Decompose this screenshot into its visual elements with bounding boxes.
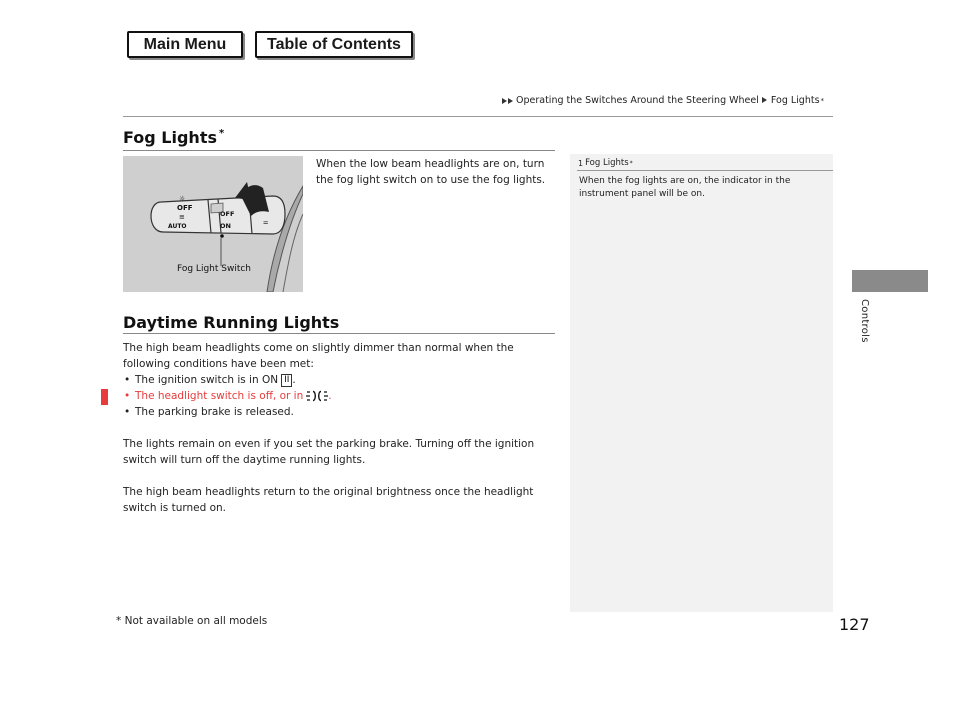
fog-light-switch-figure xyxy=(123,156,303,292)
daytime-running-lights-body xyxy=(123,340,555,532)
svg-text:≡: ≡ xyxy=(179,213,185,221)
list-item: • The headlight switch is off, or in . xyxy=(123,388,555,404)
table-of-contents-button[interactable]: Table of Contents xyxy=(255,31,413,58)
header-divider xyxy=(123,116,833,117)
section-tab[interactable] xyxy=(852,270,928,292)
breadcrumb-current: Fog Lights xyxy=(770,95,820,106)
breadcrumb-arrow-icon xyxy=(502,98,507,104)
svg-text:☼: ☼ xyxy=(179,195,186,203)
switch-label-on: ON xyxy=(220,222,231,230)
fog-lights-description: When the low beam headlights are on, turn the fog light switch on to use the fog lights. xyxy=(316,158,546,186)
fog-lights-heading: Fog Lights * xyxy=(123,128,225,147)
figure-caption: Fog Light Switch xyxy=(177,264,252,274)
drl-paragraph-parking-brake: The lights remain on even if you set the parking brake. Turning off the ignition switch will turn off the daytime running lights. xyxy=(123,438,535,466)
ignition-position-ii-icon: II xyxy=(281,374,292,387)
page-number: 127 xyxy=(839,615,870,634)
switch-label-auto: AUTO xyxy=(168,223,187,230)
svg-text:⚌: ⚌ xyxy=(263,219,269,226)
fog-lights-heading-rule xyxy=(123,150,555,151)
breadcrumb-parent-link[interactable]: Operating the Switches Around the Steering Wheel xyxy=(516,95,759,106)
switch-label-off-outer: OFF xyxy=(177,204,193,212)
parking-lights-icon xyxy=(306,390,328,402)
daytime-running-lights-heading-rule xyxy=(123,333,555,334)
breadcrumb-arrow-icon xyxy=(508,98,513,104)
switch-label-off-inner: OFF xyxy=(220,210,235,218)
drl-paragraph-brightness: The high beam headlights return to the original brightness once the headlight switch is turned on. xyxy=(123,486,534,514)
sidebar-note-panel xyxy=(570,154,833,612)
breadcrumb xyxy=(502,95,824,106)
reference-number: 1 xyxy=(578,158,584,168)
list-item: • The parking brake is released. xyxy=(123,404,555,420)
breadcrumb-separator-icon xyxy=(762,95,768,106)
daytime-running-lights-heading: Daytime Running Lights xyxy=(123,313,340,332)
breadcrumb-star: * xyxy=(820,96,825,105)
section-tab-label: Controls xyxy=(859,299,870,343)
drl-conditions-list xyxy=(123,372,555,420)
drl-intro: The high beam headlights come on slightly dimmer than normal when the following conditions have been met: xyxy=(123,342,514,370)
main-menu-button[interactable]: Main Menu xyxy=(127,31,243,58)
sidebar-note-rule xyxy=(577,170,833,171)
change-indicator-bar xyxy=(101,389,108,405)
list-item: • The ignition switch is in ON II . xyxy=(123,372,555,388)
footnote: * Not available on all models xyxy=(116,615,268,627)
sidebar-note-title: 1 Fog Lights * xyxy=(578,158,633,168)
sidebar-note-text: When the fog lights are on, the indicator in the instrument panel will be on. xyxy=(579,176,791,199)
